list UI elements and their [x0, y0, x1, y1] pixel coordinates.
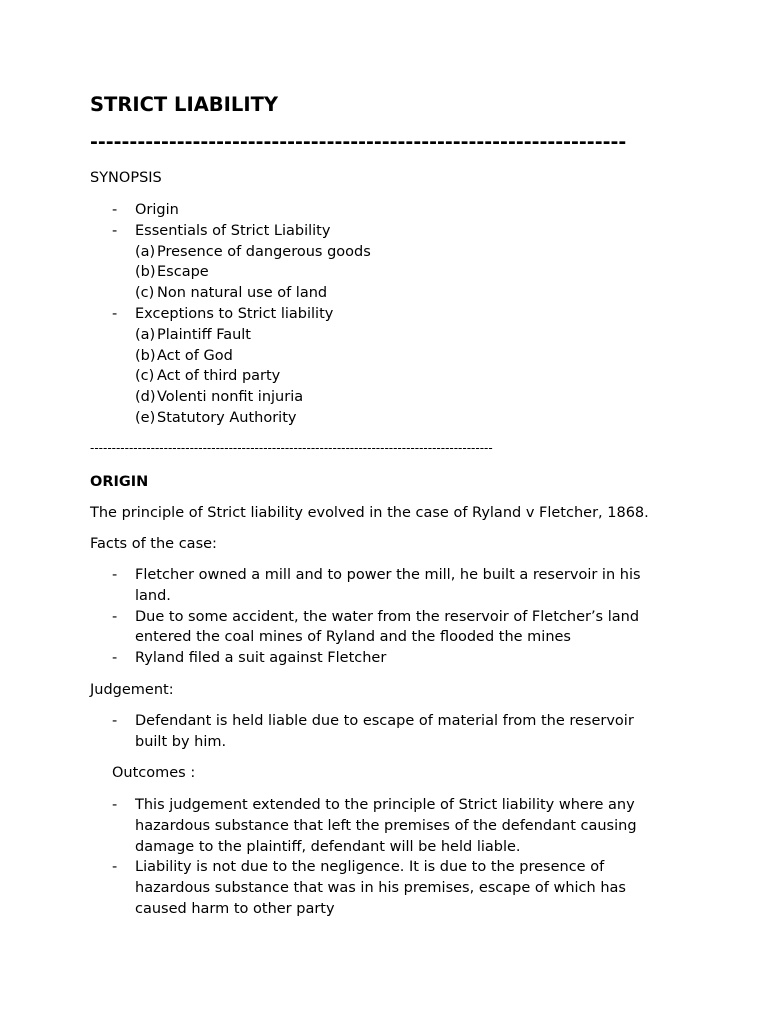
- list-item: [90, 857, 670, 919]
- list-item-text: Ryland filed a suit against Fletcher: [135, 650, 387, 667]
- list-bullet: -: [112, 650, 118, 667]
- sub-item: [135, 408, 371, 429]
- synopsis-item-essentials: [90, 221, 371, 304]
- sub-item: [135, 262, 371, 283]
- synopsis-item-label: Origin: [135, 202, 179, 218]
- synopsis-item-exceptions: [90, 304, 371, 429]
- list-bullet: -: [112, 859, 118, 876]
- list-bullet: -: [112, 202, 118, 218]
- outcomes-label: Outcomes :: [112, 765, 196, 781]
- list-item: [90, 795, 670, 857]
- sub-item-marker: (a): [135, 326, 156, 343]
- synopsis-item-label: Exceptions to Strict liability: [135, 305, 334, 322]
- sub-item: [135, 325, 371, 346]
- list-item-text: Fletcher owned a mill and to power the mill, he built a reservoir in his land.: [135, 567, 641, 604]
- list-item-text: This judgement extended to the principle of Strict liability where any hazardous substance that left the premises of the defendant causing damage to the plaintiff, defendant will be held liable.: [135, 797, 637, 855]
- sub-item-text: Presence of dangerous goods: [157, 243, 371, 260]
- sub-item: [135, 366, 371, 387]
- sub-item-text: Volenti nonfit injuria: [157, 389, 304, 406]
- list-bullet: -: [112, 797, 118, 813]
- list-bullet: -: [112, 305, 118, 322]
- list-item: [90, 565, 670, 607]
- synopsis-heading: SYNOPSIS: [90, 170, 162, 186]
- outcomes-list: [90, 795, 670, 920]
- section-separator: ---------------------------------------------------------------------------------------------: [90, 441, 493, 455]
- facts-label: Facts of the case:: [90, 536, 217, 552]
- judgement-label: Judgement:: [90, 682, 174, 698]
- sub-item-marker: (a): [135, 243, 156, 260]
- list-bullet: -: [112, 567, 118, 583]
- sub-item-marker: (b): [135, 347, 156, 364]
- synopsis-list: [90, 200, 371, 429]
- sub-item: [135, 387, 371, 408]
- sub-item: [135, 346, 371, 367]
- list-bullet: -: [112, 222, 118, 239]
- sub-item-text: Escape: [157, 264, 209, 281]
- sub-item-marker: (b): [135, 264, 156, 281]
- sub-item-text: Plaintiff Fault: [157, 326, 251, 343]
- list-item: [90, 607, 670, 649]
- judgement-list: [90, 711, 670, 753]
- list-item-text: Liability is not due to the negligence. It is due to the presence of hazardous substance that was in his premises, escape of which has caused harm to other party: [135, 859, 626, 917]
- list-item-text: Defendant is held liable due to escape of material from the reservoir built by him.: [135, 713, 634, 750]
- synopsis-item-origin: [90, 200, 371, 221]
- sub-item-marker: (c): [135, 368, 155, 385]
- origin-heading: ORIGIN: [90, 474, 149, 490]
- sub-item-text: Non natural use of land: [157, 285, 328, 302]
- sub-item: [135, 242, 371, 263]
- list-bullet: -: [112, 713, 118, 729]
- document-title: STRICT LIABILITY: [90, 93, 279, 116]
- sub-item: [135, 283, 371, 304]
- sub-item-text: Act of God: [157, 347, 233, 364]
- list-bullet: -: [112, 608, 118, 625]
- sub-item-text: Act of third party: [157, 368, 281, 385]
- sub-item-marker: (c): [135, 285, 155, 302]
- sub-item-text: Statutory Authority: [157, 409, 297, 426]
- synopsis-item-label: Essentials of Strict Liability: [135, 222, 331, 239]
- origin-intro: The principle of Strict liability evolved in the case of Ryland v Fletcher, 1868.: [90, 505, 649, 521]
- sub-item-marker: (e): [135, 409, 156, 426]
- title-underline-rule: --------------------------------------------------------------------: [90, 131, 627, 153]
- facts-list: [90, 565, 670, 669]
- list-item: [90, 711, 670, 753]
- list-item-text: Due to some accident, the water from the reservoir of Fletcher’s land entered the coal mines of Ryland and the flooded the mines: [135, 608, 640, 646]
- list-item: [90, 648, 670, 669]
- sub-item-marker: (d): [135, 389, 156, 406]
